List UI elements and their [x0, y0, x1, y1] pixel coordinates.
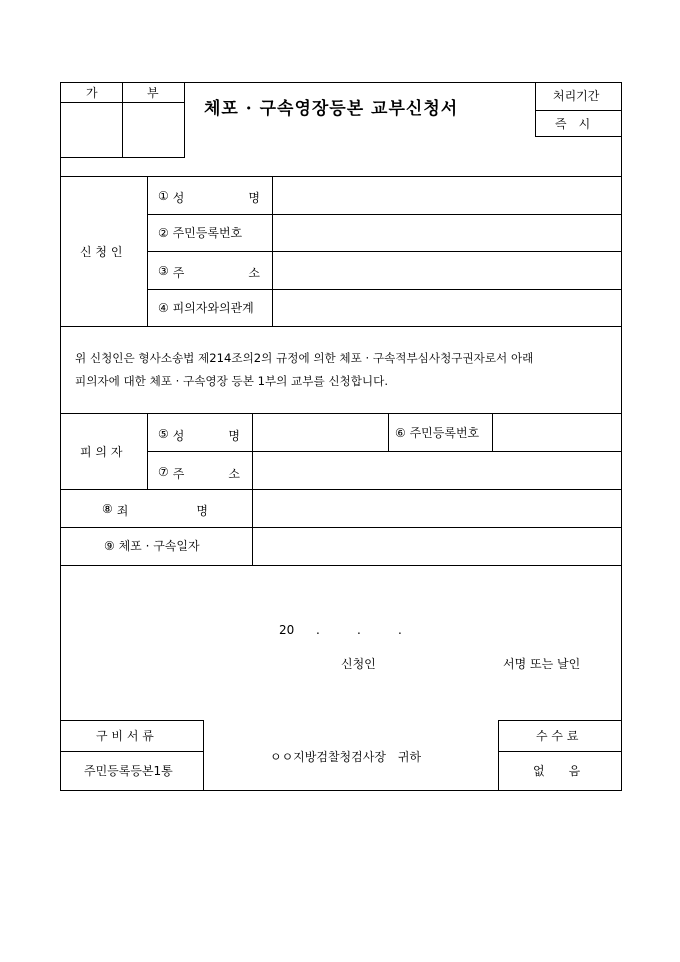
signature-applicant-label: 신청인 [341, 657, 376, 671]
suspect-rrn-field[interactable] [493, 414, 621, 451]
fee-header: 수 수 료 [536, 729, 579, 743]
processing-period-label: 처리기간 [553, 89, 600, 103]
suspect-name-field[interactable] [253, 414, 388, 451]
statement-line-2: 피의자에 대한 체포 · 구속영장 등본 1부의 교부를 신청합니다. [75, 374, 389, 388]
addressee: ㅇㅇ지방검찰청검사장 귀하 [270, 750, 422, 764]
applicant-address-label: ③ 주 소 [158, 264, 260, 280]
processing-period-value: 즉 시 [555, 117, 591, 131]
applicant-section-label: 신 청 인 [80, 245, 123, 259]
statement-line-1: 위 신청인은 형사소송법 제214조의2의 규정에 의한 체포 · 구속적부심사청구권자로서 아래 [75, 351, 534, 365]
required-documents-value: 주민등록등본1통 [84, 764, 173, 778]
suspect-name-label: ⑤ 성 명 [158, 427, 240, 443]
signature-sign-label: 서명 또는 날인 [503, 657, 581, 671]
fee-value: 없 음 [533, 764, 581, 778]
date-dot-1: . [316, 623, 320, 637]
suspect-address-label: ⑦ 주 소 [158, 465, 240, 481]
charge-field[interactable] [253, 490, 621, 527]
page-title: 체포 · 구속영장등본 교부신청서 [204, 99, 459, 119]
suspect-section-label: 피 의 자 [80, 445, 123, 459]
suspect-address-field[interactable] [253, 452, 621, 489]
applicant-rrn-label: ② 주민등록번호 [158, 226, 243, 240]
required-documents-header: 구 비 서 류 [96, 729, 154, 743]
date-dot-3: . [398, 623, 402, 637]
arrest-date-label: ⑨ 체포 · 구속일자 [104, 539, 200, 553]
charge-label: ⑧ 죄 명 [102, 502, 208, 518]
applicant-name-field[interactable] [273, 177, 621, 214]
suspect-rrn-label: ⑥ 주민등록번호 [395, 426, 480, 440]
bu-label: 부 [147, 86, 159, 100]
applicant-relation-label: ④ 피의자와의관계 [158, 301, 254, 315]
applicant-address-field[interactable] [273, 252, 621, 289]
ga-label: 가 [86, 86, 98, 100]
applicant-name-label: ① 성 명 [158, 189, 260, 205]
arrest-date-field[interactable] [253, 528, 621, 565]
date-year-prefix: 20 [279, 623, 295, 637]
applicant-relation-field[interactable] [273, 290, 621, 326]
applicant-rrn-field[interactable] [273, 215, 621, 251]
date-dot-2: . [357, 623, 361, 637]
